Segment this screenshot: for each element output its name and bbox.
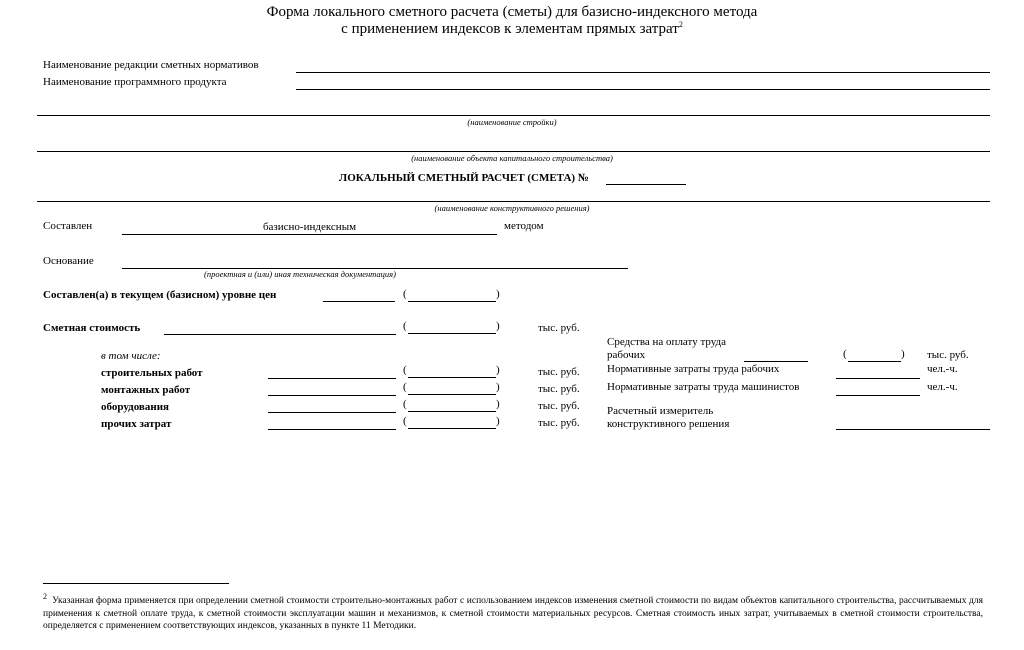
- other-costs-close-paren: ): [496, 415, 500, 427]
- constructive-solution-field[interactable]: [37, 201, 990, 202]
- price-level-label: Составлен(а) в текущем (базисном) уровне цен: [43, 289, 277, 301]
- equipment-unit: тыс. руб.: [538, 400, 580, 412]
- assembly-works-field[interactable]: [268, 395, 396, 396]
- footnote-mark: 2: [43, 592, 47, 601]
- estimate-cost-close-paren: ): [496, 320, 500, 332]
- estimate-cost-label: Сметная стоимость: [43, 322, 141, 334]
- wage-funds-label-line2: рабочих: [607, 349, 646, 361]
- construction-works-unit: тыс. руб.: [538, 366, 580, 378]
- software-label: Наименование программного продукта: [43, 76, 227, 88]
- object-name-field[interactable]: [37, 151, 990, 152]
- assembly-works-base-field[interactable]: [408, 382, 496, 395]
- wage-funds-base-field[interactable]: [848, 349, 901, 362]
- estimate-cost-unit: тыс. руб.: [538, 322, 580, 334]
- other-costs-label: прочих затрат: [101, 418, 172, 430]
- equipment-open-paren: (: [403, 398, 407, 410]
- object-caption: (наименование объекта капитального строительства): [411, 153, 613, 163]
- assembly-works-close-paren: ): [496, 381, 500, 393]
- price-level-open-paren: (: [403, 288, 407, 300]
- estimate-cost-open-paren: (: [403, 320, 407, 332]
- price-level-field[interactable]: [323, 301, 395, 302]
- construction-works-base-field[interactable]: [408, 365, 496, 378]
- assembly-works-label: монтажных работ: [101, 384, 191, 396]
- software-field[interactable]: [296, 89, 990, 90]
- footnote-text: Указанная форма применяется при определении сметной стоимости строительно-монтажных работ с использованием индексов изменения сметной стоимости по видам объектов капитального строительства, рассчитываемых для применения к сметной оплате труда, к сметной стоимости эксплуатации машин и механизмов, к сметной стоимости материальных ресурсов. Сметная стоимость иных затрат, учитываемых в сметной стоимости строительства, определяется с применением соответствующих индексов, указанных в пункте 11 Методики.: [43, 596, 983, 632]
- footnote: [43, 591, 983, 633]
- basis-caption: (проектная и (или) иная техническая документация): [204, 269, 396, 279]
- constructive-caption: (наименование конструктивного решения): [434, 203, 590, 213]
- composed-value: базисно-индексным: [262, 221, 357, 233]
- composed-field[interactable]: [122, 234, 497, 235]
- construction-works-label: строительных работ: [101, 367, 203, 379]
- labor-workers-field[interactable]: [836, 378, 920, 379]
- estimate-number-field[interactable]: [606, 184, 686, 185]
- equipment-label: оборудования: [101, 401, 169, 413]
- other-costs-field[interactable]: [268, 429, 396, 430]
- equipment-base-field[interactable]: [408, 399, 496, 412]
- equipment-field[interactable]: [268, 412, 396, 413]
- wage-funds-label-line1: Средства на оплату труда: [607, 336, 727, 348]
- meter-label-line1: Расчетный измеритель: [607, 405, 714, 417]
- composed-label: Составлен: [43, 220, 93, 232]
- wage-funds-field[interactable]: [744, 361, 808, 362]
- meter-label-line2: конструктивного решения: [607, 418, 730, 430]
- form-title-line1: Форма локального сметного расчета (сметы) для базисно-индексного метода: [266, 4, 758, 20]
- form-title-line2: [0, 20, 1024, 38]
- norm-edition-field[interactable]: [296, 72, 990, 73]
- wage-funds-unit: тыс. руб.: [927, 349, 969, 361]
- form-title-line2-text: с применением индексов к элементам прямых затрат: [341, 21, 679, 37]
- estimate-cost-base-field[interactable]: [408, 321, 496, 334]
- labor-operators-label: Нормативные затраты труда машинистов: [607, 381, 800, 393]
- price-level-base-field[interactable]: [408, 289, 496, 302]
- construction-works-close-paren: ): [496, 364, 500, 376]
- price-level-close-paren: ): [496, 288, 500, 300]
- meter-field[interactable]: [836, 429, 990, 430]
- basis-label: Основание: [43, 255, 94, 267]
- other-costs-base-field[interactable]: [408, 416, 496, 429]
- assembly-works-open-paren: (: [403, 381, 407, 393]
- construction-name-field[interactable]: [37, 115, 990, 116]
- method-label: методом: [504, 220, 544, 232]
- including-label: в том числе:: [101, 350, 161, 362]
- construction-works-field[interactable]: [268, 378, 396, 379]
- construction-caption: (наименование стройки): [467, 117, 557, 127]
- other-costs-open-paren: (: [403, 415, 407, 427]
- labor-workers-label: Нормативные затраты труда рабочих: [607, 363, 780, 375]
- labor-operators-field[interactable]: [836, 395, 920, 396]
- labor-operators-unit: чел.-ч.: [927, 381, 958, 393]
- wage-funds-open-paren: (: [843, 348, 847, 360]
- construction-works-open-paren: (: [403, 364, 407, 376]
- norm-edition-label: Наименование редакции сметных нормативов: [43, 59, 259, 71]
- estimate-title: ЛОКАЛЬНЫЙ СМЕТНЫЙ РАСЧЕТ (СМЕТА) №: [339, 172, 589, 184]
- footnote-separator: [43, 583, 229, 584]
- footnote-ref: 2: [678, 20, 683, 29]
- other-costs-unit: тыс. руб.: [538, 417, 580, 429]
- assembly-works-unit: тыс. руб.: [538, 383, 580, 395]
- estimate-cost-field[interactable]: [164, 334, 396, 335]
- equipment-close-paren: ): [496, 398, 500, 410]
- labor-workers-unit: чел.-ч.: [927, 363, 958, 375]
- wage-funds-close-paren: ): [901, 348, 905, 360]
